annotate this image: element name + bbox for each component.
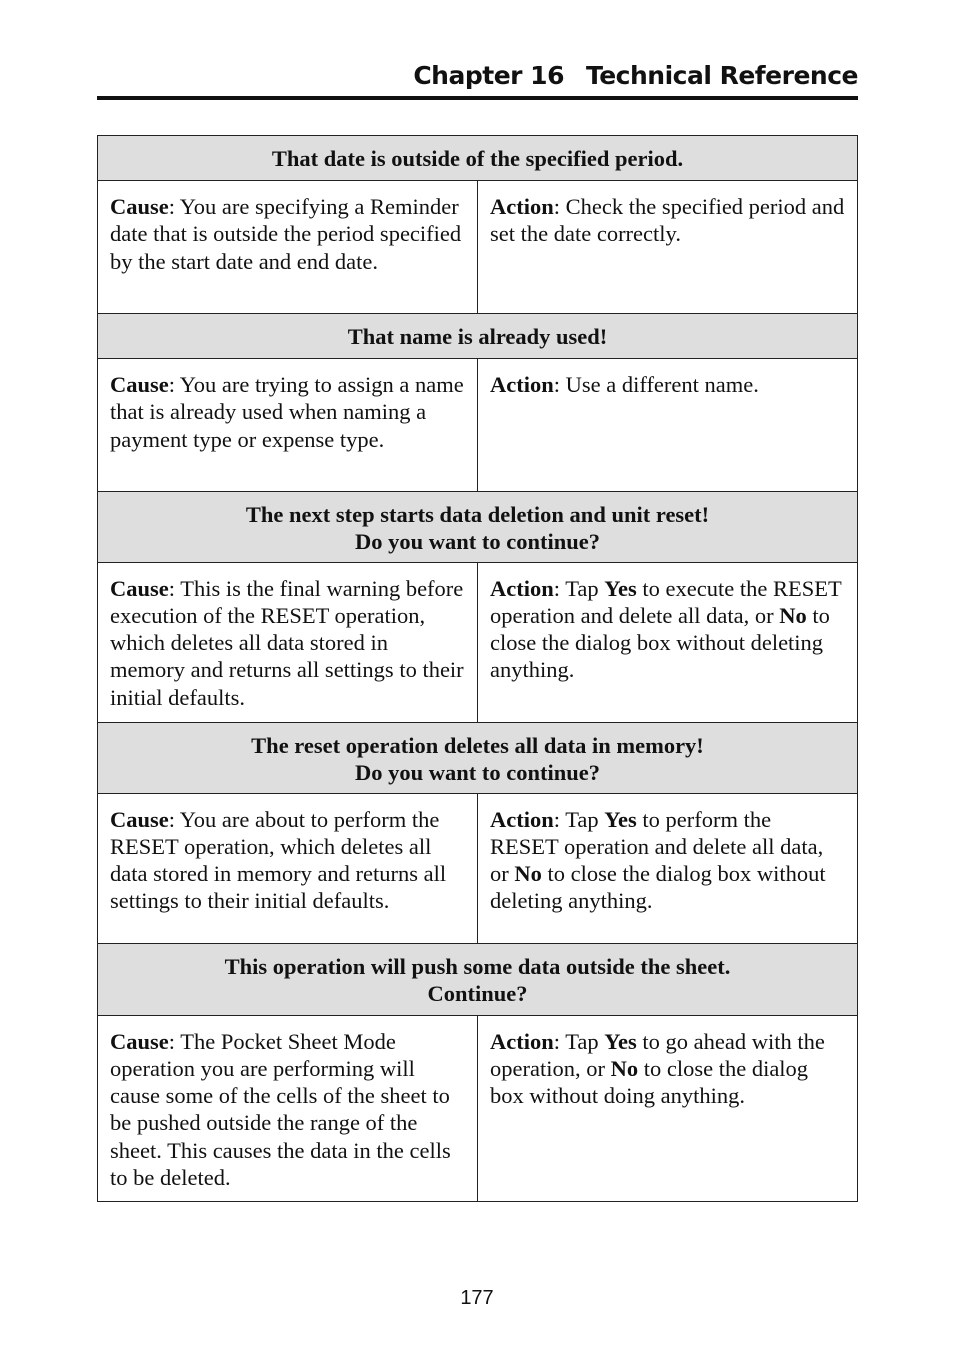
error-message bbox=[98, 136, 858, 181]
error-message bbox=[98, 722, 858, 793]
action-text: : Check the specified period and set the date correctly. bbox=[490, 194, 845, 247]
no-keyword: No bbox=[514, 861, 542, 887]
error-message bbox=[98, 492, 858, 563]
chapter-title: Technical Reference bbox=[585, 61, 858, 90]
action-label: Action bbox=[490, 806, 554, 832]
cause-cell bbox=[98, 562, 478, 722]
message-row bbox=[98, 943, 858, 1015]
cause-label: Cause bbox=[110, 1028, 169, 1054]
message-line: The reset operation deletes all data in memory! bbox=[251, 732, 704, 758]
error-message-table bbox=[97, 135, 858, 1202]
cause-label: Cause bbox=[110, 575, 169, 601]
action-text: : Tap bbox=[553, 806, 605, 832]
action-text: : Use a different name. bbox=[553, 372, 759, 397]
message-row bbox=[98, 492, 858, 563]
yes-keyword: Yes bbox=[604, 806, 637, 832]
message-line: The next step starts data deletion and unit reset! bbox=[245, 502, 710, 527]
message-row bbox=[98, 136, 858, 181]
cause-text: : You are about to perform the RESET operation, which deletes all data stored in memory and returns all settings to their initial defaults. bbox=[110, 806, 447, 914]
action-text: : Tap bbox=[553, 1028, 605, 1054]
action-label: Action bbox=[490, 194, 554, 219]
action-cell bbox=[478, 562, 858, 722]
cause-cell bbox=[98, 359, 478, 492]
cause-text: : This is the final warning before execution of the RESET operation, which deletes all data stored in memory and returns all settings to their initial defaults. bbox=[110, 575, 464, 710]
cause-action-row bbox=[98, 1015, 858, 1202]
action-text: to perform the RESET operation and delete all data, or bbox=[490, 806, 824, 887]
message-line: Continue? bbox=[427, 980, 528, 1006]
action-text: to close the dialog box without doing anything. bbox=[490, 1055, 809, 1109]
cause-text: : You are trying to assign a name that is already used when naming a payment type or expense type. bbox=[110, 372, 464, 452]
no-keyword: No bbox=[779, 602, 807, 628]
running-header bbox=[97, 56, 858, 96]
action-cell bbox=[478, 793, 858, 943]
action-label: Action bbox=[490, 372, 554, 397]
action-text: to close the dialog box without deleting anything. bbox=[490, 861, 826, 914]
action-cell bbox=[478, 359, 858, 492]
action-text: to execute the RESET operation and delete all data, or bbox=[490, 575, 842, 628]
cause-action-row bbox=[98, 181, 858, 314]
action-cell bbox=[478, 1015, 858, 1202]
cause-cell bbox=[98, 181, 478, 314]
cause-cell bbox=[98, 1015, 478, 1202]
cause-label: Cause bbox=[110, 372, 169, 397]
header-rule bbox=[97, 96, 858, 100]
action-cell bbox=[478, 181, 858, 314]
action-text: to go ahead with the operation, or bbox=[490, 1028, 825, 1081]
cause-action-row bbox=[98, 562, 858, 722]
message-row bbox=[98, 722, 858, 793]
error-message bbox=[98, 943, 858, 1015]
action-text: : Tap bbox=[553, 575, 605, 601]
message-line: This operation will push some data outside the sheet. bbox=[224, 953, 731, 979]
message-row bbox=[98, 314, 858, 359]
action-label: Action bbox=[490, 575, 554, 601]
page-number: 177 bbox=[460, 1287, 494, 1309]
error-message bbox=[98, 314, 858, 359]
chapter-number: Chapter 16 bbox=[413, 61, 564, 90]
cause-action-row bbox=[98, 359, 858, 492]
message-line: Do you want to continue? bbox=[354, 759, 601, 785]
cause-label: Cause bbox=[110, 806, 169, 832]
yes-keyword: Yes bbox=[604, 1028, 637, 1054]
action-text: to close the dialog box without deleting anything. bbox=[490, 602, 830, 683]
cause-text: : The Pocket Sheet Mode operation you are performing will cause some of the cells of the sheet to be pushed outside the range of the sheet. This causes the data in the cells to be deleted. bbox=[110, 1028, 451, 1191]
cause-cell bbox=[98, 793, 478, 943]
message-line: That name is already used! bbox=[347, 324, 608, 349]
action-label: Action bbox=[490, 1028, 554, 1054]
message-line: Do you want to continue? bbox=[354, 529, 601, 555]
yes-keyword: Yes bbox=[604, 575, 637, 601]
cause-text: : You are specifying a Reminder date that is outside the period specified by the start date and end date. bbox=[110, 194, 462, 274]
no-keyword: No bbox=[610, 1055, 639, 1081]
message-line: That date is outside of the specified period. bbox=[271, 146, 684, 171]
cause-action-row bbox=[98, 793, 858, 943]
cause-label: Cause bbox=[110, 194, 169, 219]
